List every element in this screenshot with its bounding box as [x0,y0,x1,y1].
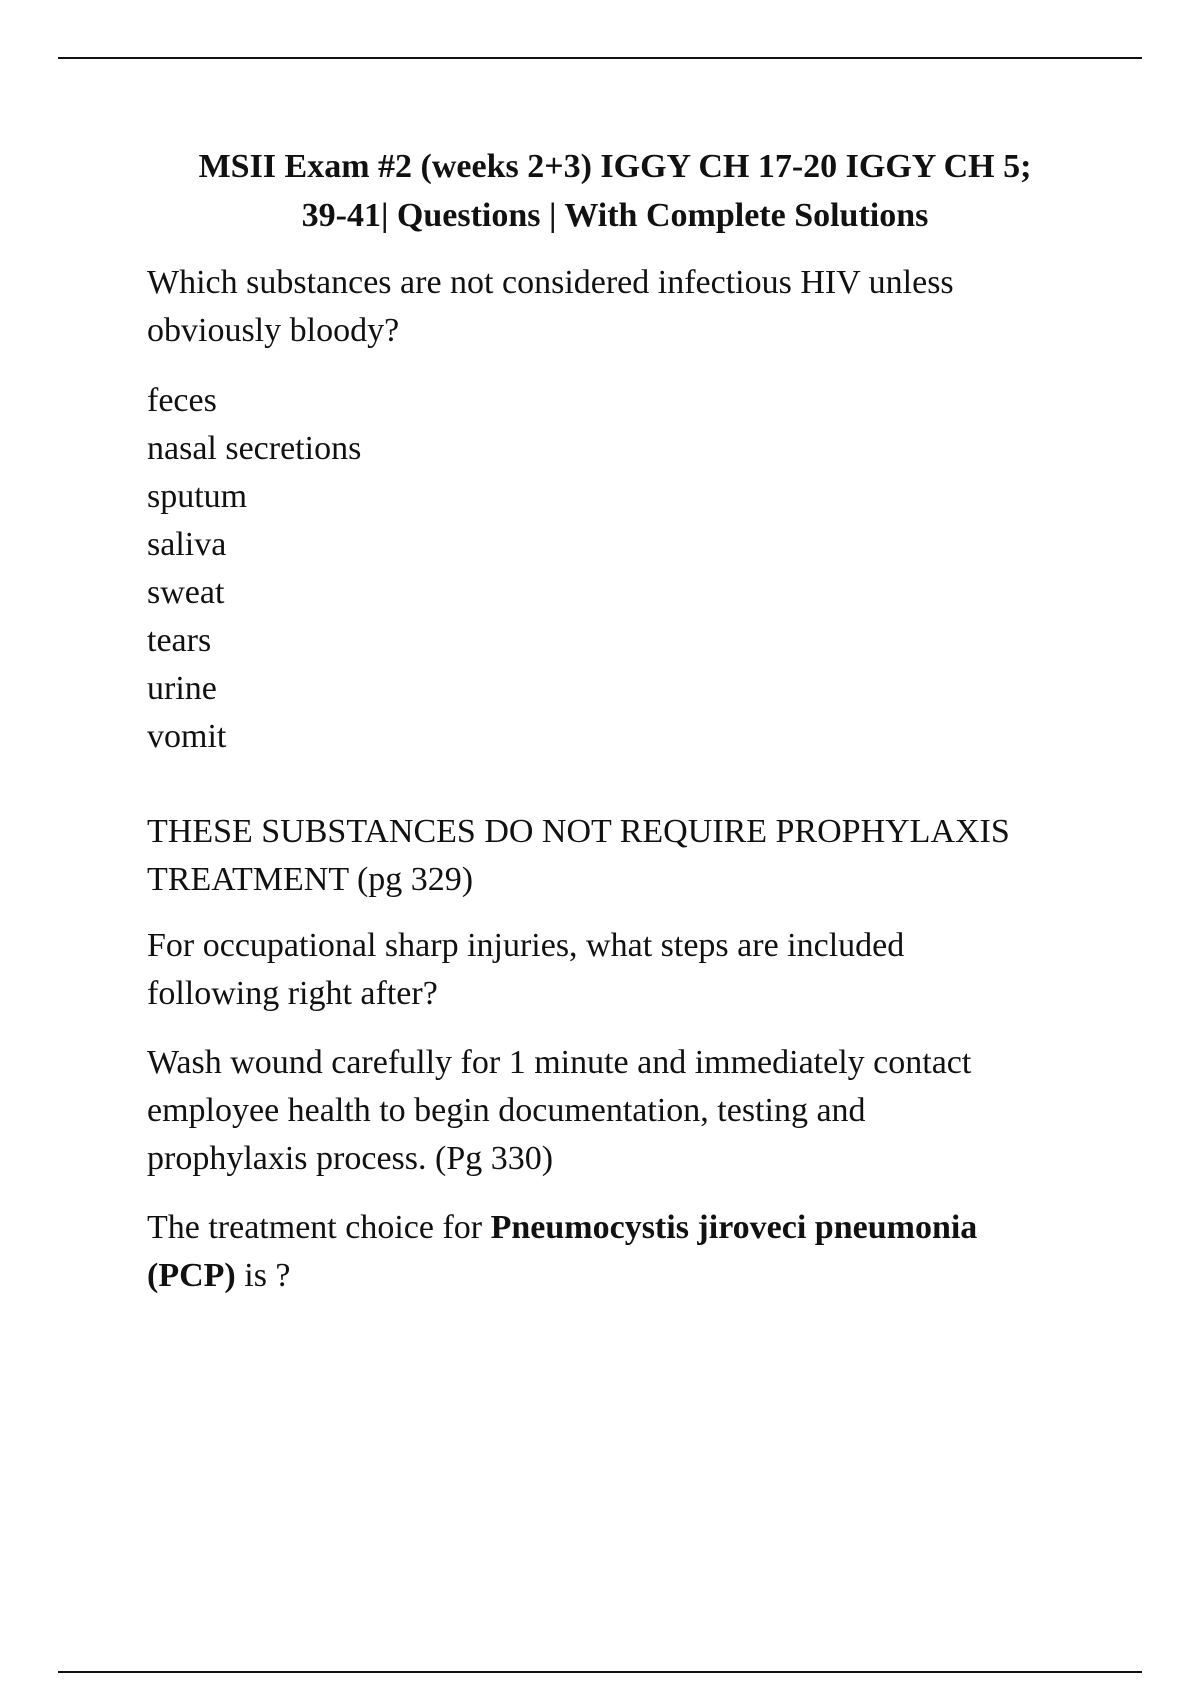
answer-1 [147,808,1107,904]
list-item: feces [147,382,217,419]
answer-1-line-1: THESE SUBSTANCES DO NOT REQUIRE PROPHYLAXIS [147,813,1010,850]
list-item: urine [147,670,217,707]
answer-2-line-3: prophylaxis process. (Pg 330) [147,1140,554,1177]
document-title [150,142,1080,240]
list-item: nasal secretions [147,430,362,467]
list-item: saliva [147,526,227,563]
list-item: sweat [147,574,225,611]
answer-2-line-2: employee health to begin documentation, testing and [147,1092,866,1129]
question-3-bold-term: Pneumocystis jiroveci pneumonia [490,1209,978,1246]
list-item: sputum [147,478,248,515]
question-2-line-1: For occupational sharp injuries, what steps are included [147,927,905,964]
question-3-line-2 [147,1252,1107,1300]
answer-2 [147,1039,1107,1183]
question-3-line-1 [147,1204,1107,1252]
substance-list [147,377,1107,761]
question-2-line-2: following right after? [147,975,438,1012]
question-3-bold-abbrev: (PCP) [147,1257,236,1294]
question-3-suffix: is ? [235,1257,291,1294]
title-line-2: 39-41| Questions | With Complete Solutions [301,197,929,234]
question-2 [147,922,1107,1018]
question-3-prefix: The treatment choice for [147,1209,491,1246]
list-item: vomit [147,718,227,755]
question-1 [147,259,1107,355]
list-item: tears [147,622,212,659]
title-line-1: MSII Exam #2 (weeks 2+3) IGGY CH 17-20 IGGY CH 5; [198,148,1032,185]
question-1-line-2: obviously bloody? [147,312,400,349]
footer-rule [58,1671,1142,1673]
header-rule [58,57,1142,59]
question-1-line-1: Which substances are not considered infectious HIV unless [147,264,954,301]
answer-1-line-2: TREATMENT (pg 329) [147,861,474,898]
answer-2-line-1: Wash wound carefully for 1 minute and immediately contact [147,1044,972,1081]
question-3 [147,1204,1107,1300]
